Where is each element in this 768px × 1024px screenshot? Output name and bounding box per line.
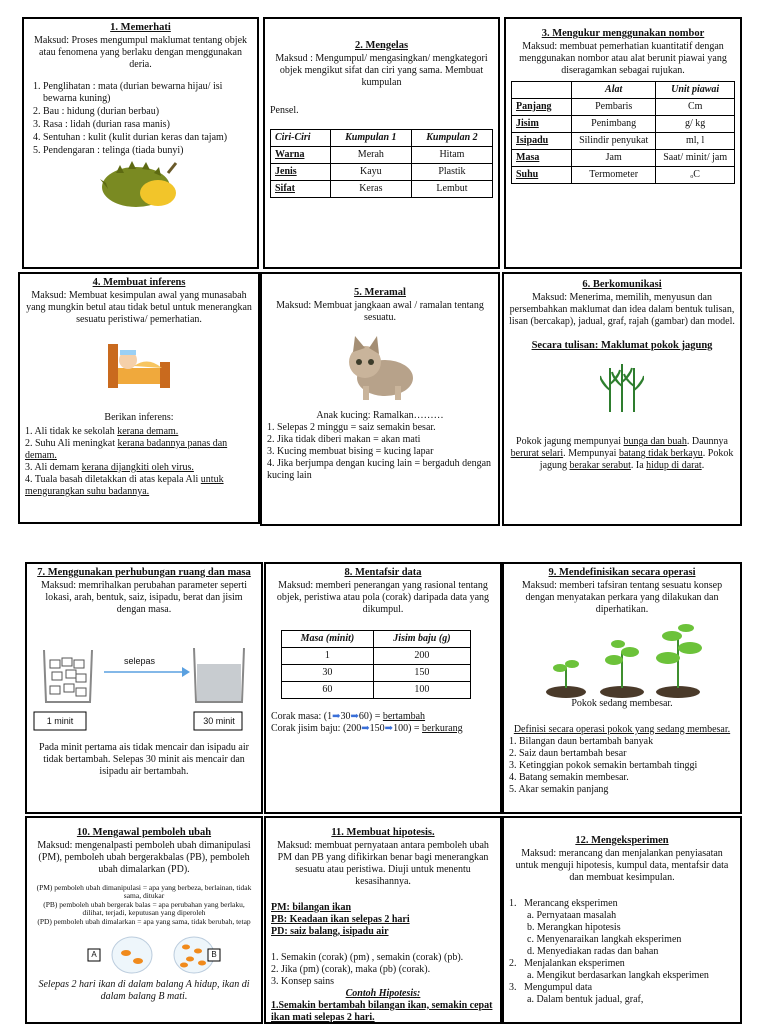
card-title: 10. Mengawal pemboleh ubah (76, 827, 212, 838)
corak-text: 30 (340, 710, 351, 722)
table-cell: 150 (373, 664, 470, 681)
variable-definitions (32, 884, 256, 927)
growing-plants-image (509, 622, 735, 698)
card-maksud: Maksud : Mengumpul/ mengasingkan/ mengkategori objek mengikut sifat dan ciri yang sama. Membuat kumpulan (275, 52, 488, 88)
arrow-icon: ➡ (384, 722, 394, 734)
line-underlined: untuk mengurangkan suhu badannya. (25, 473, 224, 497)
table-cell: Lembut (411, 180, 492, 197)
card-maksud: Maksud: membuat pernyataan antara pemboleh ubah PM dan PB yang difikirkan benar bagi menerangkan sesuatu atau peristiwa. Diuji untuk menentu kesasihannya. (277, 839, 489, 887)
card-inferens (18, 272, 260, 524)
subheading: Definisi secara operasi pokok yang sedang membesar. (513, 723, 731, 735)
label-a: A (91, 949, 97, 959)
table-row (271, 146, 493, 163)
step-1: 1. Merancang eksperimen (509, 897, 618, 909)
corak-text: 60) = (358, 710, 383, 722)
table-cell: g/ kg (656, 115, 735, 132)
subheading: Secara tulisan: Maklumat pokok jagung (531, 339, 713, 351)
definition-item: (PB) pemboleh ubah bergerak balas = apa perubahan yang berlaku, dilihat, terjadi, keputusan yang diperoleh (43, 899, 245, 918)
list-item: 4. Jika berjumpa dengan kucing lain = bergaduh dengan kucing lain (267, 457, 492, 481)
line-underlined: kerana badannya panas dan demam. (25, 437, 228, 461)
pd-text: PD: saiz balang, isipadu air (271, 925, 389, 937)
list-item: 5. Akar semakin panjang (509, 783, 609, 795)
table-cell: Pembaris (572, 98, 656, 115)
card-title: 4. Membuat inferens (92, 277, 186, 288)
corak-result: bertambah (382, 710, 426, 722)
line-text: 2. Suhu Ali meningkat (25, 437, 118, 449)
card-title: 2. Mengelas (354, 40, 409, 51)
table-cell: 200 (373, 647, 470, 664)
sub-item: d. Menyediakan radas dan bahan (527, 945, 659, 957)
caption: Pada minit pertama ais tidak mencair dan isipadu air tidak bertambah. Selepas 30 minit ais mencair dan isipadu air bertambah. (39, 741, 249, 777)
table-cell: 1 (282, 647, 374, 664)
th-jisim: Jisim baju (g) (373, 630, 470, 647)
table-cell: Cm (656, 98, 735, 115)
card-title: 12. Mengeksperimen (575, 835, 669, 846)
list-item: 2. Bau : hidung (durian berbau) (43, 106, 252, 118)
label-b: B (211, 949, 217, 959)
text-run: Pokok jagung mempunyai (516, 436, 624, 448)
line-underlined: kerana demam. (117, 425, 179, 437)
sick-boy-image (25, 336, 253, 398)
table-cell: ₒC (656, 166, 735, 183)
table-cell: Hitam (411, 146, 492, 163)
list-item: 1. Bilangan daun bertambah banyak (509, 735, 654, 747)
table-cell: 100 (373, 681, 470, 698)
table-cell: Sifat (271, 180, 331, 197)
table-row (282, 664, 471, 681)
table-row (282, 647, 471, 664)
card-maksud: Maksud: membuat pemerhatian kuantitatif dengan menggunakan nombor atau alat berunit piawai yang diseragamkan sebagai rujukan. (519, 40, 727, 76)
text-run: hidup di darat (646, 460, 702, 472)
card-definisi-operasi (502, 562, 742, 814)
step-label: Merancang eksperimen (524, 897, 618, 909)
step-1-items (509, 910, 735, 958)
table-cell: Isipadu (512, 132, 572, 149)
corak-text: Corak jisim baju: (200 (271, 722, 362, 734)
line-text: 3. Ali demam (25, 461, 82, 473)
corak-masa (271, 711, 495, 723)
card-maksud: Maksud: Membuat jangkaan awal / ramalan tentang sesuatu. (276, 299, 484, 323)
list-item: 2. Jika (pm) (corak), maka (pb) (corak). (271, 963, 431, 975)
fishbowls-diagram (32, 929, 256, 979)
table-cell: 60 (282, 681, 374, 698)
table-cell: 30 (282, 664, 374, 681)
card-maksud: Maksud: Proses mengumpul maklumat tentang objek atau fenomena yang berlaku dengan menggunakan deria. (33, 34, 248, 70)
step-label: Menjalankan eksperimen (524, 957, 625, 969)
list-item (25, 462, 253, 474)
sub-item: a. Dalam bentuk jadual, graf, (527, 993, 644, 1005)
table-row (512, 115, 735, 132)
arrow-icon: ➡ (350, 710, 359, 722)
card-memerhati (22, 17, 259, 269)
card-mengelas (263, 17, 500, 269)
table-cell: Masa (512, 149, 572, 166)
table-row (282, 681, 471, 698)
card-meramal (260, 272, 500, 526)
list-item: 2. Jika tidak diberi makan = akan mati (267, 433, 421, 445)
arrow-icon: ➡ (332, 710, 341, 722)
card-hipotesis (264, 816, 502, 1024)
list-item: 1. Selepas 2 minggu = saiz semakin besar. (267, 421, 436, 433)
corak-text: Corak masa: (1 (271, 710, 333, 722)
text-run: berakar serabut (569, 460, 631, 472)
table-cell: Suhu (512, 166, 572, 183)
card-maksud: Maksud: mengenalpasti pemboleh ubah dimanipulasi (PM), pemboleh ubah bergerakbalas (PB), pemboleh ubah dimalarkan (PD). (37, 839, 251, 875)
text-run: berurat selari (510, 448, 564, 460)
senses-list (29, 81, 252, 157)
step-3: 3. Mengumpul data (509, 981, 593, 993)
inference-list (25, 426, 253, 498)
intro-text: Anak kucing: Ramalkan……… (316, 409, 444, 421)
table-row (271, 163, 493, 180)
card-title: 9. Mendefinisikan secara operasi (548, 567, 696, 578)
ice-melting-diagram (32, 642, 256, 742)
table-row (512, 98, 735, 115)
label-1-minit: 1 minit (46, 715, 74, 726)
list-item: 4. Sentuhan : kulit (kulit durian keras dan tajam) (43, 132, 252, 144)
card-maksud: Maksud: Menerima, memilih, menyusun dan persembahkan maklumat dan idea dalam bentuk tulisan, lisan (bercakap), jadual, graf, rajah (gambar) dan model. (509, 291, 735, 327)
table-row (512, 132, 735, 149)
data-table (281, 630, 471, 699)
corak-result: berkurang (422, 722, 463, 734)
step-2: 2. Menjalankan eksperimen (509, 957, 625, 969)
table-cell: Jenis (271, 163, 331, 180)
card-title: 6. Berkomunikasi (582, 279, 662, 290)
th-k2: Kumpulan 2 (411, 129, 492, 146)
th-unit: Unit piawai (656, 81, 735, 98)
card-ruang-masa (25, 562, 263, 814)
step-2-items (509, 970, 735, 982)
th-alat: Alat (572, 81, 656, 98)
arrow-icon: ➡ (361, 722, 370, 734)
list-item: 3. Ketinggian pokok semakin bertambah tinggi (509, 759, 698, 771)
caption: Selepas 2 hari ikan di dalam balang A hidup, ikan di dalam balang B mati. (38, 978, 250, 1002)
card-title: 7. Menggunakan perhubungan ruang dan masa (37, 567, 251, 578)
table-cell: Termometer (572, 166, 656, 183)
table-row (512, 166, 735, 183)
list-item (25, 426, 253, 438)
table-cell: ml, l (656, 132, 735, 149)
card-maksud: Maksud: memberi penerangan yang rasional tentang objek, peristiwa atau pola (corak) daripada data yang dikumpul. (276, 579, 490, 615)
card-title: 1. Memerhati (110, 22, 171, 33)
kitten-image (267, 332, 493, 404)
card-maksud: Maksud: merancang dan menjalankan penyiasatan untuk menguji hipotesis, kumpul data, mentafsir data dan membuat kesimpulan. (515, 847, 729, 883)
sub-item: a. Pernyataan masalah (527, 909, 617, 921)
corn-description (509, 436, 735, 472)
classification-table (270, 129, 493, 198)
line-text: 1. Ali tidak ke sekolah (25, 425, 118, 437)
caption: Pokok sedang membesar. (571, 697, 673, 709)
list-item: 3. Rasa : lidah (durian rasa manis) (43, 119, 252, 131)
card-mengukur (504, 17, 742, 269)
corn-plant-image (509, 360, 735, 412)
th-masa: Masa (minit) (282, 630, 374, 647)
card-maksud: Maksud: memrihalkan perubahan parameter seperti lokasi, arah, bentuk, saiz, isipadu, berat dan jisim dengan masa. (40, 579, 248, 615)
corak-text: 150 (369, 722, 385, 734)
corak-text: 100) = (393, 722, 423, 734)
list-item: 3. Kucing membuat bising = kucing lapar (267, 445, 434, 457)
list-item: 4. Batang semakin membesar. (509, 771, 629, 783)
card-title: 11. Membuat hipotesis. (331, 827, 435, 838)
line-underlined: kerana dijangkiti oleh virus. (81, 461, 194, 473)
sub-item: c. Menyenaraikan langkah eksperimen (527, 933, 682, 945)
definition-item: (PD) pemboleh ubah dimalarkan = apa yang sama, tidak berubah, tetap (37, 917, 251, 927)
table-cell: Merah (330, 146, 411, 163)
list-item: 1. Penglihatan : mata (durian bewarna hijau/ isi bewarna kuning) (43, 81, 252, 105)
th-ciri: Ciri-Ciri (271, 129, 331, 146)
list-item (25, 438, 253, 462)
table-cell: Jam (572, 149, 656, 166)
hypothesis-example: 1.Semakin bertambah bilangan ikan, semakin cepat ikan mati selepas 2 hari. (271, 999, 493, 1023)
card-title: 3. Mengukur menggunakan nombor (541, 28, 705, 39)
text-run: . Mempunyai (563, 448, 619, 460)
list-item: 5. Pendengaran : telinga (tiada bunyi) (43, 145, 252, 157)
prediction-list (267, 422, 493, 482)
card-maksud: Maksud: Membuat kesimpulan awal yang munasabah yang mungkin betul atau tidak betul untuk menerangkan sesuatu peristiwa/ pemerhatian. (26, 289, 252, 325)
table-row (512, 149, 735, 166)
text-run: . Ia (630, 460, 647, 472)
arrow-label: selepas (124, 655, 156, 666)
table-cell: Kayu (330, 163, 411, 180)
step-label: Mengumpul data (524, 981, 593, 993)
text-run: . Pokok jagung (539, 448, 734, 472)
intro-text: Pensel. (270, 104, 299, 116)
text-run: batang tidak berkayu (618, 448, 703, 460)
card-maksud: Maksud: memberi tafsiran tentang sesuatu konsep dengan menyatakan perkara yang dilakukan dan diperhatikan. (521, 579, 723, 615)
table-cell: Panjang (512, 98, 572, 115)
line-text: 4. Tuala basah diletakkan di atas kepala Ali (25, 473, 201, 485)
text-run: bunga dan buah (623, 436, 687, 448)
contoh-heading: Contoh Hipotesis: (345, 987, 421, 999)
card-title: 5. Meramal (354, 287, 406, 298)
intro-text: Berikan inferens: (104, 411, 174, 423)
sub-item: a. Mengikut berdasarkan langkah eksperimen (527, 969, 709, 981)
table-row (271, 180, 493, 197)
text-run: . (701, 460, 705, 472)
text-run: . Daunnya (686, 436, 728, 448)
definition-list (509, 736, 735, 796)
table-cell: Penimbang (572, 115, 656, 132)
list-item: 2. Saiz daun bertambah besar (509, 747, 627, 759)
sub-item: b. Merangkan hipotesis (527, 921, 621, 933)
table-cell: Saat/ minit/ jam (656, 149, 735, 166)
table-cell: Silindir penyukat (572, 132, 656, 149)
card-mengawal (25, 816, 263, 1024)
card-mentafsir (264, 562, 502, 814)
pm-text: PM: bilangan ikan (271, 901, 352, 913)
list-item: 1. Semakin (corak) (pm) , semakin (corak) (pb). (271, 951, 464, 963)
durian-image (29, 159, 252, 211)
definition-item: (PM) pemboleh ubah dimanipulasi = apa yang berbeza, berlainan, tidak sama, ditukar (36, 882, 252, 901)
card-mengeksperimen (502, 816, 742, 1024)
table-cell: Warna (271, 146, 331, 163)
list-item (25, 474, 253, 498)
list-item: 3. Konsep sains (271, 975, 335, 987)
table-cell: Plastik (411, 163, 492, 180)
hypothesis-formats (271, 952, 495, 988)
card-berkomunikasi (502, 272, 742, 526)
th-blank (512, 81, 572, 98)
label-30-minit: 30 minit (203, 715, 235, 726)
card-title: 8. Mentafsir data (344, 567, 422, 578)
pb-text: PB: Keadaan ikan selepas 2 hari (271, 913, 410, 925)
th-k1: Kumpulan 1 (330, 129, 411, 146)
corak-jisim (271, 723, 495, 735)
table-cell: Jisim (512, 115, 572, 132)
measurement-table (511, 81, 735, 184)
step-3-items (509, 994, 735, 1006)
table-cell: Keras (330, 180, 411, 197)
